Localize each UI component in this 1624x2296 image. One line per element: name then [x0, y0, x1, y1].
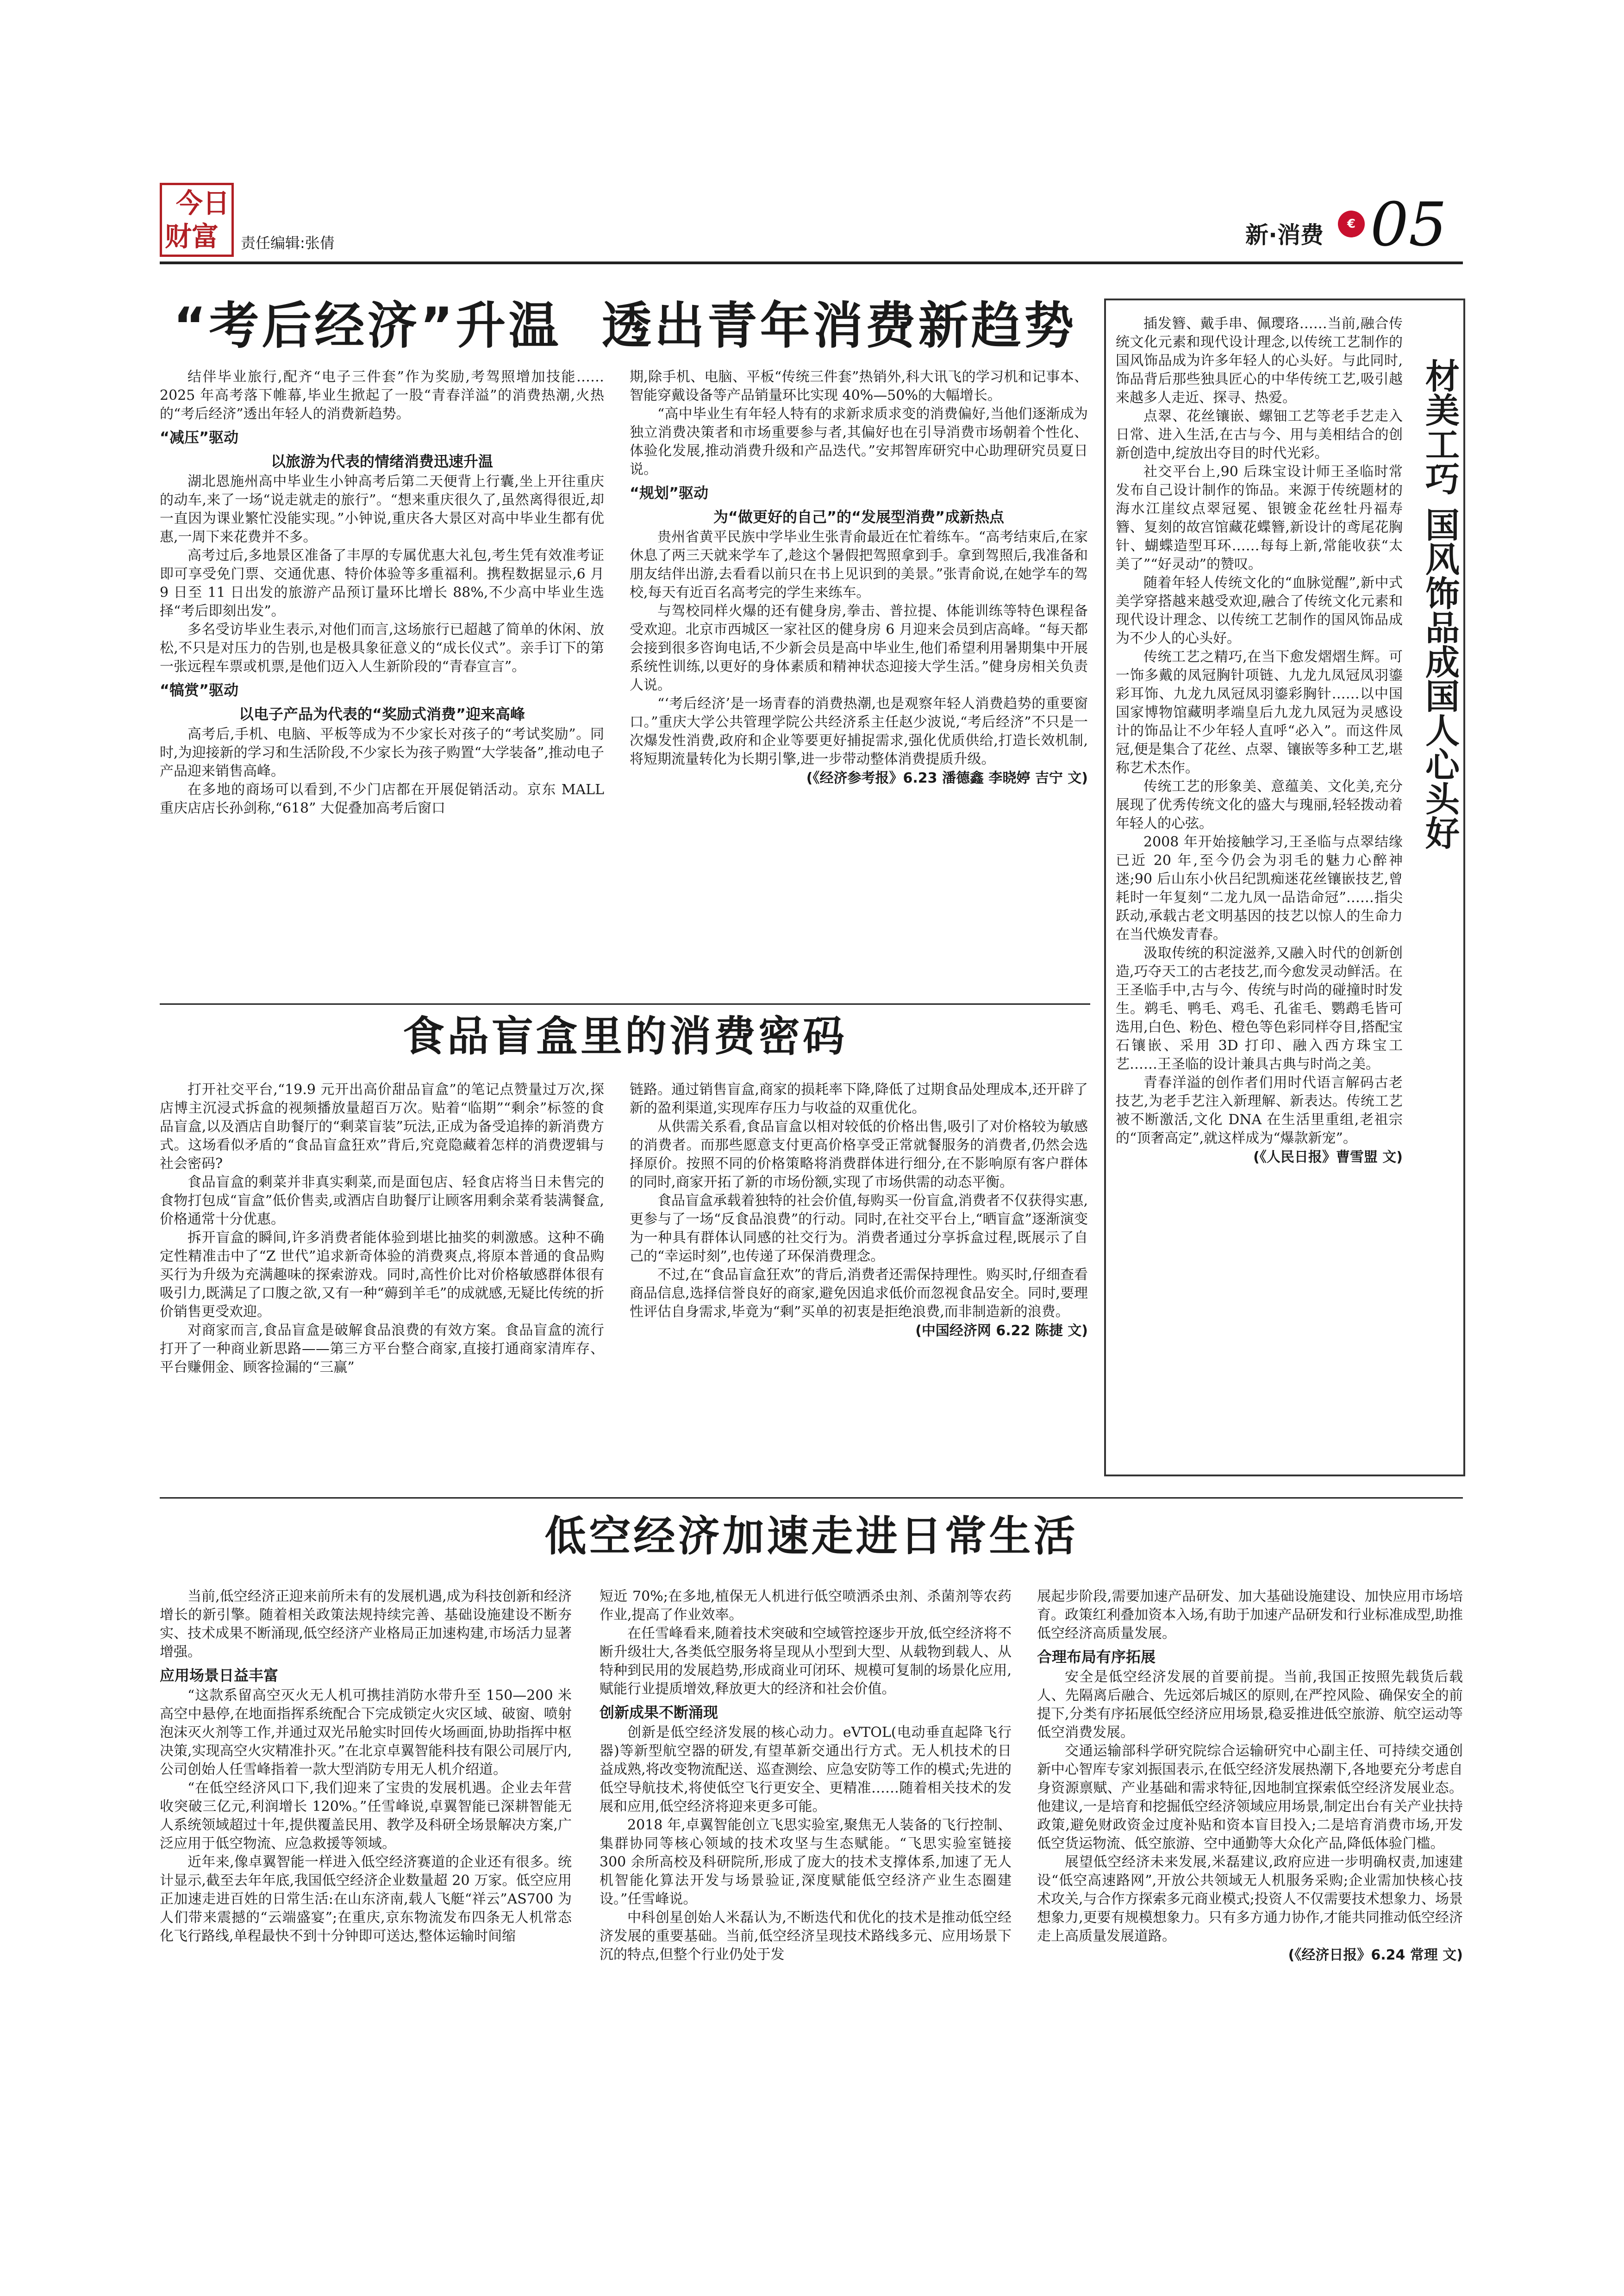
paragraph: 在任雪峰看来,随着技术突破和空域管控逐步开放,低空经济将不断升级壮大,各类低空服务将呈现从小型到大型、从载物到载人、从特种到民用的发展趋势,形成商业可闭环、规模可复制的场景化应用,赋能行业提质增效,释放更大的经济和社会价值。: [600, 1625, 1012, 1697]
article4-source: (《经济日报》6.24 常理 文): [1288, 1947, 1463, 1963]
article1-title: “考后经济”升温 透出青年消费新趋势: [173, 297, 1077, 355]
paragraph: 期,除手机、电脑、平板“传统三件套”热销外,科大讯飞的学习机和记事本、智能穿戴设备等产品销量环比实现 40%—50%的大幅增长。: [630, 369, 1088, 404]
paragraph: “‘考后经济’是一场青春的消费热潮,也是观察年轻人消费趋势的重要窗口。”重庆大学公共管理学院公共经济系主任赵少波说,“考后经济”不只是一次爆发性消费,政府和企业等要更好捕捉需求,强化优质供给,打造长效机制,将短期流量转化为长期引擎,进一步带动整体消费提质升级。: [630, 696, 1088, 767]
paragraph: 展起步阶段,需要加速产品研发、加大基础设施建设、加快应用市场培育。政策红利叠加资本入场,有助于加速产品研发和行业标准成型,助推低空经济高质量发展。: [1037, 1588, 1463, 1642]
logo-line2: 财富: [165, 221, 219, 252]
subheading: “规划”驱动: [630, 484, 709, 502]
logo-line1: 今日: [176, 187, 230, 219]
article4-col3: [1037, 1587, 1463, 2203]
article4-title: 低空经济加速走进日常生活: [544, 1512, 1078, 1561]
paragraph: 打开社交平台,“19.9 元开出高价甜品盲盒”的笔记点赞量过万次,探店博主沉浸式拆盒的视频播放量超百万次。贴着“临期”“剩余”标签的食品盲盒,以及酒店自助餐厅的“剩菜盲装”玩法,正成为备受追捧的新消费方式。这场看似矛盾的“食品盲盒狂欢”背后,究竟隐藏着怎样的消费逻辑与社会密码?: [160, 1082, 604, 1172]
article4-top-rule: [160, 1497, 1463, 1499]
paragraph: 安全是低空经济发展的首要前提。当前,我国正按照先载货后载人、先隔离后融合、先远郊后城区的原则,在严控风险、确保安全的前提下,分类有序拓展低空经济应用场景,稳妥推进低空旅游、航空运动等低空消费发展。: [1037, 1669, 1463, 1741]
article2-source: (中国经济网 6.22 陈捷 文): [915, 1323, 1088, 1339]
paragraph: 拆开盲盒的瞬间,许多消费者能体验到堪比抽奖的刺激感。这种不确定性精准击中了“Z 世代”追求新奇体验的消费爽点,将原本普通的食品购买行为升级为充满趣味的探索游戏。同时,高性价比对价格敏感群体很有吸引力,既满足了口腹之欲,又有一种“薅到羊毛”的成就感,无疑比传统的折价销售更受欢迎。: [160, 1230, 604, 1320]
paragraph: 随着年轻人传统文化的“血脉觉醒”,新中式美学穿搭越来越受欢迎,融合了传统文化元素和现代设计理念、以传统工艺制作的国风饰品成为不少人的心头好。: [1116, 575, 1403, 647]
paragraph: “在低空经济风口下,我们迎来了宝贵的发展机遇。企业去年营收突破三亿元,利润增长 120%。”任雪峰说,卓翼智能已深耕智能无人系统领域超过十年,提供覆盖民用、教学及科研全场景解决方案,广泛应用于低空物流、应急救援等领域。: [160, 1780, 572, 1852]
subheading: 应用场景日益丰富: [160, 1667, 279, 1684]
subheading: 创新成果不断涌现: [600, 1704, 718, 1721]
section-title: 新·消费: [1245, 222, 1324, 249]
paragraph: 在多地的商场可以看到,不少门店都在开展促销活动。京东 MALL 重庆店店长孙剑称,“618” 大促叠加高考后窗口: [160, 782, 604, 816]
paragraph: 展望低空经济未来发展,米磊建议,政府应进一步明确权责,加速建设“低空高速路网”,开放公共领域无人机服务采购;企业需加快核心技术攻关,与合作方探索多元商业模式;投资人不仅需要技术想象力、场景想象力,更要有规模想象力。只有多方通力协作,才能共同推动低空经济走上高质量发展道路。: [1037, 1854, 1463, 1944]
paragraph: 创新是低空经济发展的核心动力。eVTOL(电动垂直起降飞行器)等新型航空器的研发,有望革新交通出行方式。无人机技术的日益成熟,将改变物流配送、巡查测绘、应急安防等工作的模式;先进的低空导航技术,将使低空飞行更安全、更精准……随着相关技术的发展和应用,低空经济将迎来更多可能。: [600, 1724, 1012, 1815]
paragraph: 交通运输部科学研究院综合运输研究中心副主任、可持续交通创新中心智库专家刘振国表示,在低空经济发展热潮下,各地要充分考虑自身资源禀赋、产业基础和需求特征,因地制宜探索低空经济发展业态。他建议,一是培育和挖掘低空经济领域应用场景,制定出台有关产业扶持政策,避免财政资金过度补贴和资本盲目投入;二是培育消费市场,开发低空货运物流、低空旅游、空中通勤等大众化产品,降低体验门槛。: [1037, 1743, 1463, 1852]
paragraph: 当前,低空经济正迎来前所未有的发展机遇,成为科技创新和经济增长的新引擎。随着相关政策法规持续完善、基础设施建设不断夯实、技术成果不断涌现,低空经济产业格局正加速构建,市场活力显著增强。: [160, 1588, 572, 1660]
masthead-logo: [160, 183, 234, 257]
subheading: 为“做更好的自己”的“发展型消费”成新热点: [713, 508, 1005, 526]
paragraph: 近年来,像卓翼智能一样进入低空经济赛道的企业还有很多。统计显示,截至去年年底,我国低空经济企业数量超 20 万家。低空应用正加速走进百姓的日常生活:在山东济南,载人飞艇“祥云”AS700 为人们带来震撼的“云端盛宴”;在重庆,京东物流发布四条无人机常态化飞行路线,单程最快不到十分钟即可送达,整体运输时间缩: [160, 1854, 572, 1944]
paragraph: 中科创星创始人米磊认为,不断迭代和优化的技术是推动低空经济发展的重要基础。当前,低空经济呈现技术路线多元、应用场景下沉的特点,但整个行业仍处于发: [600, 1910, 1012, 1963]
paragraph: 短近 70%;在多地,植保无人机进行低空喷洒杀虫剂、杀菌剂等农药作业,提高了作业效率。: [600, 1588, 1012, 1623]
article4-col1: [160, 1587, 572, 2203]
paragraph: 结伴毕业旅行,配齐“电子三件套”作为奖励,考驾照增加技能……2025 年高考落下帷幕,毕业生掀起了一股“青春洋溢”的消费热潮,火热的“考后经济”透出年轻人的消费新趋势。: [160, 369, 604, 422]
paragraph: 不过,在“食品盲盒狂欢”的背后,消费者还需保持理性。购买时,仔细查看商品信息,选择信誉良好的商家,避免因追求低价而忽视食品安全。同时,要理性评估自身需求,毕竟为“剩”买单的初衷是拒绝浪费,而非制造新的浪费。: [630, 1267, 1088, 1320]
section-badge-icon: €: [1338, 211, 1365, 237]
page-number: 05: [1370, 189, 1447, 260]
paragraph: 食品盲盒的剩菜并非真实剩菜,而是面包店、轻食店将当日未售完的食物打包成“盲盒”低价售卖,或酒店自助餐厅让顾客用剩余菜肴装满餐盒,价格通常十分优惠。: [160, 1174, 604, 1227]
paragraph: 2008 年开始接触学习,王圣临与点翠结缘已近 20 年,至今仍会为羽毛的魅力心醉神迷;90 后山东小伙吕纪凯痴迷花丝镶嵌技艺,曾耗时一年复刻“二龙九凤一品诰命冠”……指尖跃动,承载古老文明基因的技艺以惊人的生命力在当代焕发青春。: [1116, 834, 1403, 943]
subheading: 以旅游为代表的情绪消费迅速升温: [270, 453, 493, 470]
article3-body: [1116, 315, 1403, 1467]
paragraph: 传统工艺的形象美、意蕴美、文化美,充分展现了优秀传统文化的盛大与瑰丽,轻轻拨动着年轻人的心弦。: [1116, 778, 1403, 832]
article2-col1: [160, 1081, 604, 1479]
article2-top-rule: [160, 1003, 1090, 1005]
article3-title: 材美工巧 国风饰品成国人心头好: [1420, 358, 1460, 850]
paragraph: 点翠、花丝镶嵌、螺钿工艺等老手艺走入日常、进入生活,在古与今、用与美相结合的创新创造中,绽放出夺目的时代光彩。: [1116, 408, 1403, 461]
paragraph: “高中毕业生有年轻人特有的求新求质求变的消费偏好,当他们逐渐成为独立消费决策者和市场重要参与者,其偏好也在引导消费市场朝着个性化、体验化发展,推动消费升级和产品迭代。”安邦智库研究中心助理研究员夏日说。: [630, 406, 1088, 478]
paragraph: 贵州省黄平民族中学毕业生张青俞最近在忙着练车。“高考结束后,在家休息了两三天就来学车了,趁这个暑假把驾照拿到手。拿到驾照后,我准备和朋友结伴出游,去看看以前只在书上见识到的美景。”张青俞说,在她学车的驾校,每天有近百名高考完的学生来练车。: [630, 529, 1088, 601]
paragraph: 对商家而言,食品盲盒是破解食品浪费的有效方案。食品盲盒的流行打开了一种商业新思路——第三方平台整合商家,直接打通商家清库存、平台赚佣金、顾客捡漏的“三赢”: [160, 1322, 604, 1375]
article1-col2: [630, 368, 1088, 983]
article1-source: (《经济参考报》6.23 潘德鑫 李晓婷 吉宁 文): [806, 770, 1088, 786]
paragraph: 汲取传统的积淀滋养,又融入时代的创新创造,巧夺天工的古老技艺,而今愈发灵动鲜活。在王圣临手中,古与今、传统与时尚的碰撞时时发生。鹈毛、鸭毛、鸡毛、孔雀毛、鹦鹉毛皆可选用,白色、粉色、橙色等色彩同样夺目,搭配宝石镶嵌、采用 3D 打印、融入西方珠宝工艺……王圣临的设计兼具古典与时尚之美。: [1116, 945, 1403, 1072]
paragraph: 食品盲盒承载着独特的社会价值,每购买一份盲盒,消费者不仅获得实惠,更参与了一场“反食品浪费”的行动。同时,在社交平台上,“晒盲盒”逐渐演变为一种具有群体认同感的社交行为。消费者通过分享拆盒过程,既展示了自己的“幸运时刻”,也传递了环保消费理念。: [630, 1193, 1088, 1264]
subheading: 合理布局有序拓展: [1037, 1648, 1156, 1666]
header-rule: [160, 261, 1463, 264]
subheading: “犒赏”驱动: [160, 681, 239, 699]
paragraph: 多名受访毕业生表示,对他们而言,这场旅行已超越了简单的休闲、放松,不只是对压力的告别,也是极具象征意义的“成长仪式”。亲手订下的第一张远程车票或机票,是他们迈入人生新阶段的“青春宣言”。: [160, 622, 604, 675]
article2-col2: [630, 1081, 1088, 1479]
paragraph: 从供需关系看,食品盲盒以相对较低的价格出售,吸引了对价格较为敏感的消费者。而那些愿意支付更高价格享受正常就餐服务的消费者,仍然会选择原价。按照不同的价格策略将消费群体进行细分,在不影响原有客户群体的同时,商家开拓了新的市场份额,实现了市场供需的动态平衡。: [630, 1119, 1088, 1190]
paragraph: “这款系留高空灭火无人机可携挂消防水带升至 150—200 米高空中悬停,在地面指挥系统配合下完成锁定火灾区域、破窗、喷射泡沫灭火剂等工作,并通过双光吊舱实时回传火场画面,协助指挥中枢决策,实现高空火灾精准扑灭。”在北京卓翼智能科技有限公司展厅内,公司创始人任雪峰指着一款大型消防专用无人机介绍道。: [160, 1687, 572, 1778]
paragraph: 湖北恩施州高中毕业生小钟高考后第二天便背上行囊,坐上开往重庆的动车,来了一场“说走就走的旅行”。“想来重庆很久了,虽然离得很近,却一直因为课业繁忙没能实现。”小钟说,重庆各大景区对高中毕业生都有优惠,一周下来花费并不多。: [160, 473, 604, 545]
paragraph: 与驾校同样火爆的还有健身房,拳击、普拉提、体能训练等特色课程备受欢迎。北京市西城区一家社区的健身房 6 月迎来会员到店高峰。“每天都会接到很多咨询电话,不少新会员是高中毕业生,他们希望利用暑期集中开展系统性训练,以更好的身体素质和精神状态迎接大学生活。”健身房相关负责人说。: [630, 603, 1088, 693]
paragraph: 插发簪、戴手串、佩璎珞……当前,融合传统文化元素和现代设计理念,以传统工艺制作的国风饰品成为许多年轻人的心头好。与此同时,饰品背后那些独具匠心的中华传统工艺,吸引越来越多人走近、探寻、热爱。: [1116, 316, 1403, 406]
paragraph: 2018 年,卓翼智能创立飞思实验室,聚焦无人装备的飞行控制、集群协同等核心领域的技术攻坚与生态赋能。“飞思实验室链接 300 余所高校及科研院所,形成了庞大的技术支撑体系,加速了无人机智能化算法开发与场景验证,深度赋能低空经济产业生态圈建设。”任雪峰说。: [600, 1817, 1012, 1907]
article2-title: 食品盲盒里的消费密码: [403, 1012, 847, 1061]
paragraph: 传统工艺之精巧,在当下愈发熠熠生辉。可一饰多戴的凤冠胸针项链、九龙九凤冠凤羽鎏彩耳饰、九龙九凤冠凤羽鎏彩胸针……以中国国家博物馆藏明孝端皇后九龙九凤冠为灵感设计的饰品让不少年轻人直呼“必入”。而这件凤冠,便是集合了花丝、点翠、镶嵌等多种工艺,堪称艺术杰作。: [1116, 649, 1403, 776]
paragraph: 高考后,手机、电脑、平板等成为不少家长对孩子的“考试奖励”。同时,为迎接新的学习和生活阶段,不少家长为孩子购置“大学装备”,推动电子产品迎来销售高峰。: [160, 726, 604, 779]
paragraph: 社交平台上,90 后珠宝设计师王圣临时常发布自己设计制作的饰品。来源于传统题材的海水江崖纹点翠冠冕、银镀金花丝牡丹福寿簪、复刻的故宫馆藏花蝶簪,新设计的鸢尾花胸针、蝴蝶造型耳环……每每上新,常能收获“太美了”“好灵动”的赞叹。: [1116, 464, 1403, 572]
paragraph: 高考过后,多地景区准备了丰厚的专属优惠大礼包,考生凭有效准考证即可享受免门票、交通优惠、特价体验等多重福利。携程数据显示,6 月 9 日至 11 日出发的旅游产品预订量环比增长 88%,不少高中毕业生选择“考后即刻出发”。: [160, 548, 604, 619]
article3-source: (《人民日报》曹雪盟 文): [1253, 1149, 1403, 1165]
subheading: 以电子产品为代表的“奖励式消费”迎来高峰: [238, 705, 525, 723]
article1-col1: [160, 368, 604, 983]
editor-credit: 责任编辑:张倩: [241, 234, 335, 252]
paragraph: 青春洋溢的创作者们用时代语言解码古老技艺,为老手艺注入新理解、新表达。传统工艺被不断激活,文化 DNA 在生活里重组,老祖宗的“顶奢高定”,就这样成为“爆款新宠”。: [1116, 1075, 1403, 1146]
subheading: “减压”驱动: [160, 429, 239, 446]
paragraph: 链路。通过销售盲盒,商家的损耗率下降,降低了过期食品处理成本,还开辟了新的盈利渠道,实现库存压力与收益的双重优化。: [630, 1082, 1088, 1116]
article4-col2: [600, 1587, 1012, 2203]
